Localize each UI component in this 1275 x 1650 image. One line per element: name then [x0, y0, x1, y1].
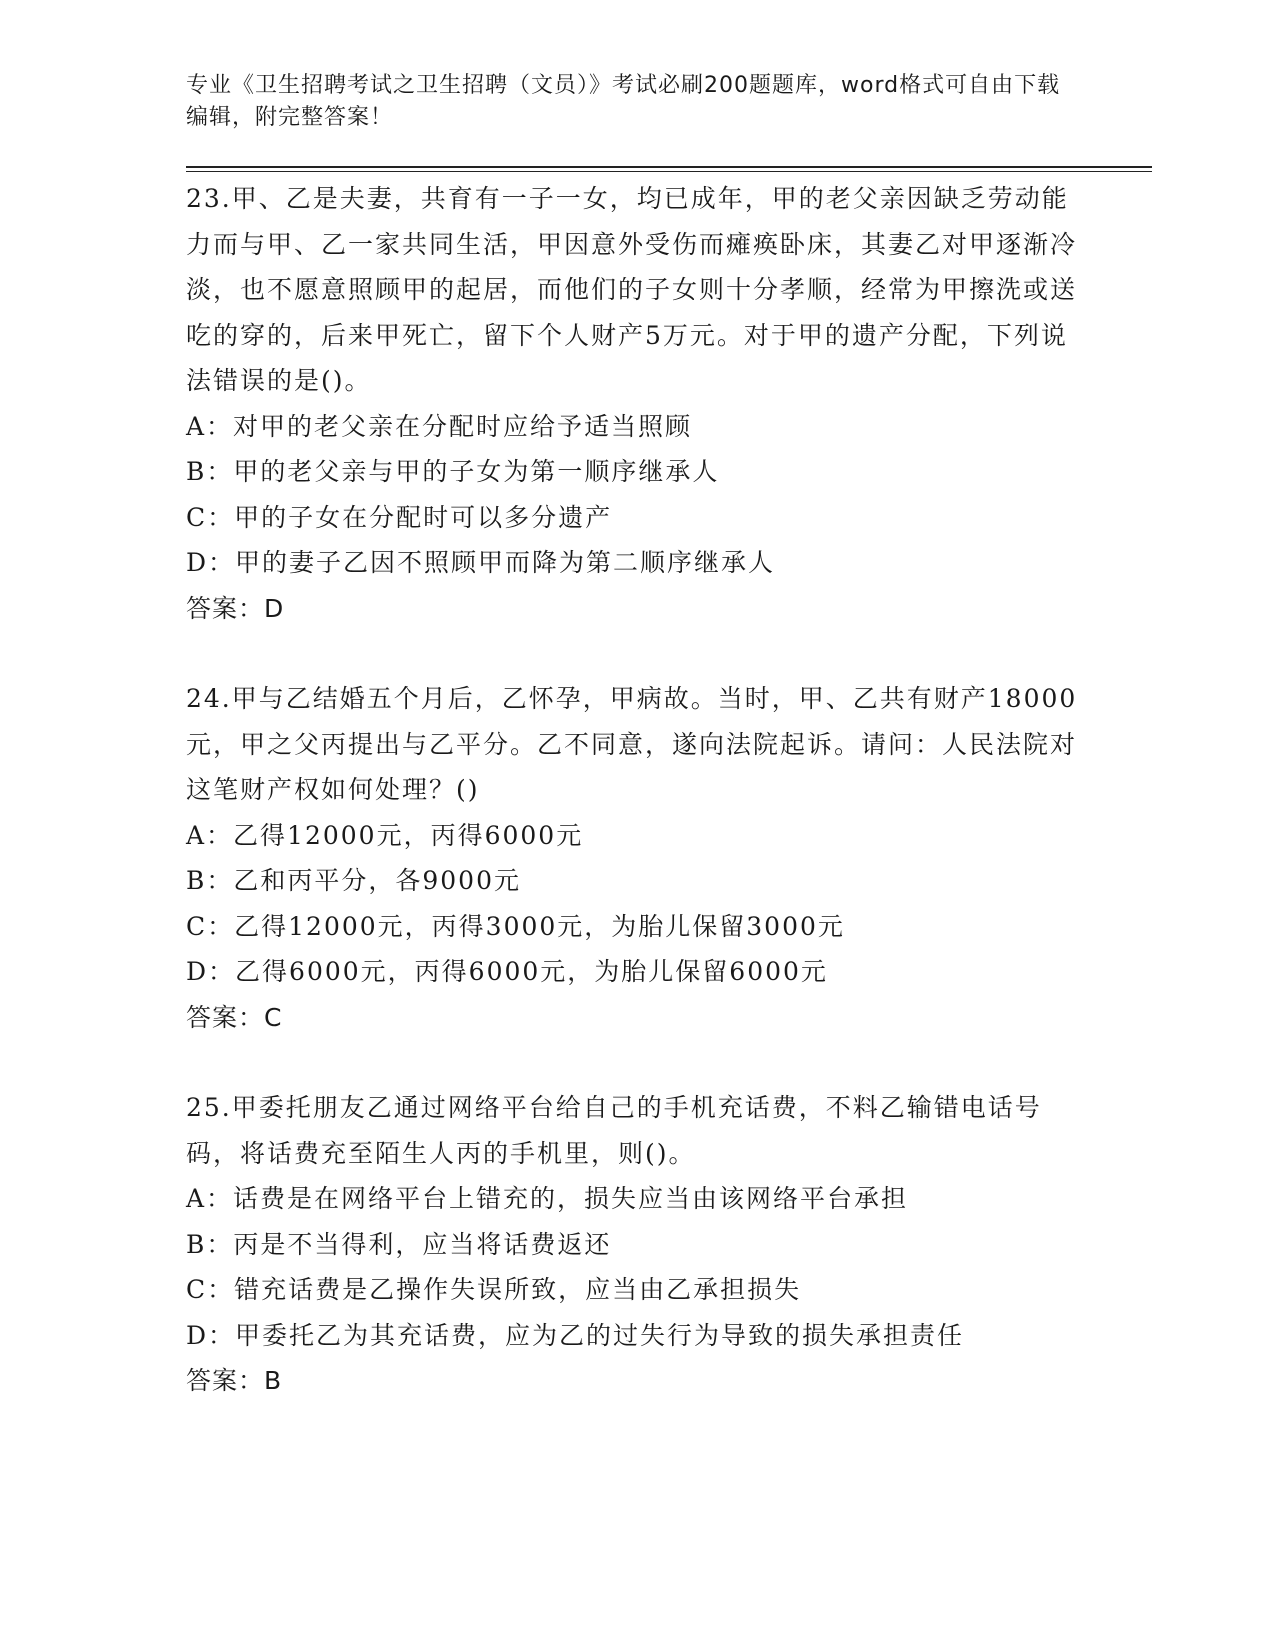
- question-stem: 24.甲与乙结婚五个月后，乙怀孕，甲病故。当时，甲、乙共有财产18000元，甲之父丙提出与乙平分。乙不同意，遂向法院起诉。请问：人民法院对这笔财产权如何处理？(): [186, 684, 1078, 804]
- option-a: A：话费是在网络平台上错充的，损失应当由该网络平台承担: [186, 1184, 909, 1213]
- option-c: C：乙得12000元，丙得3000元，为胎儿保留3000元: [186, 911, 845, 941]
- question-25: [186, 1085, 1156, 1404]
- option-b: B：乙和丙平分，各9000元: [186, 866, 521, 895]
- option-c: C：甲的子女在分配时可以多分遗产: [186, 502, 613, 532]
- option-c: C：错充话费是乙操作失误所致，应当由乙承担损失: [186, 1275, 802, 1304]
- option-d: D：甲委托乙为其充话费，应为乙的过失行为导致的损失承担责任: [186, 1320, 965, 1350]
- answer: 答案：D: [186, 593, 285, 623]
- document-header: 专业《卫生招聘考试之卫生招聘（文员）》考试必刷200题题库，word格式可自由下载编辑，附完整答案！: [186, 73, 1061, 130]
- question-stem: 23.甲、乙是夫妻，共育有一子一女，均已成年，甲的老父亲因缺乏劳动能力而与甲、乙一家共同生活，甲因意外受伤而瘫痪卧床，其妻乙对甲逐渐冷淡，也不愿意照顾甲的起居，而他们的子女则十分孝顺，经常为甲擦洗或送吃的穿的，后来甲死亡，留下个人财产5万元。对于甲的遗产分配，下列说法错误的是()。: [186, 184, 1078, 395]
- question-23: [186, 176, 1156, 631]
- option-a: A：对甲的老父亲在分配时应给予适当照顾: [186, 411, 693, 441]
- answer: 答案：B: [186, 1366, 283, 1395]
- question-24: [186, 676, 1156, 1040]
- option-b: B：丙是不当得利，应当将话费返还: [186, 1229, 612, 1259]
- option-d: D：乙得6000元，丙得6000元，为胎儿保留6000元: [186, 957, 828, 986]
- answer: 答案：C: [186, 1002, 283, 1032]
- option-a: A：乙得12000元，丙得6000元: [186, 820, 584, 850]
- question-stem: 25.甲委托朋友乙通过网络平台给自己的手机充话费，不料乙输错电话号码，将话费充至陌生人丙的手机里，则()。: [186, 1093, 1042, 1168]
- header-divider: [186, 166, 1152, 172]
- document-page: [186, 70, 1156, 1449]
- option-d: D：甲的妻子乙因不照顾甲而降为第二顺序继承人: [186, 548, 776, 577]
- option-b: B：甲的老父亲与甲的子女为第一顺序继承人: [186, 457, 720, 486]
- question-list: [186, 176, 1156, 1404]
